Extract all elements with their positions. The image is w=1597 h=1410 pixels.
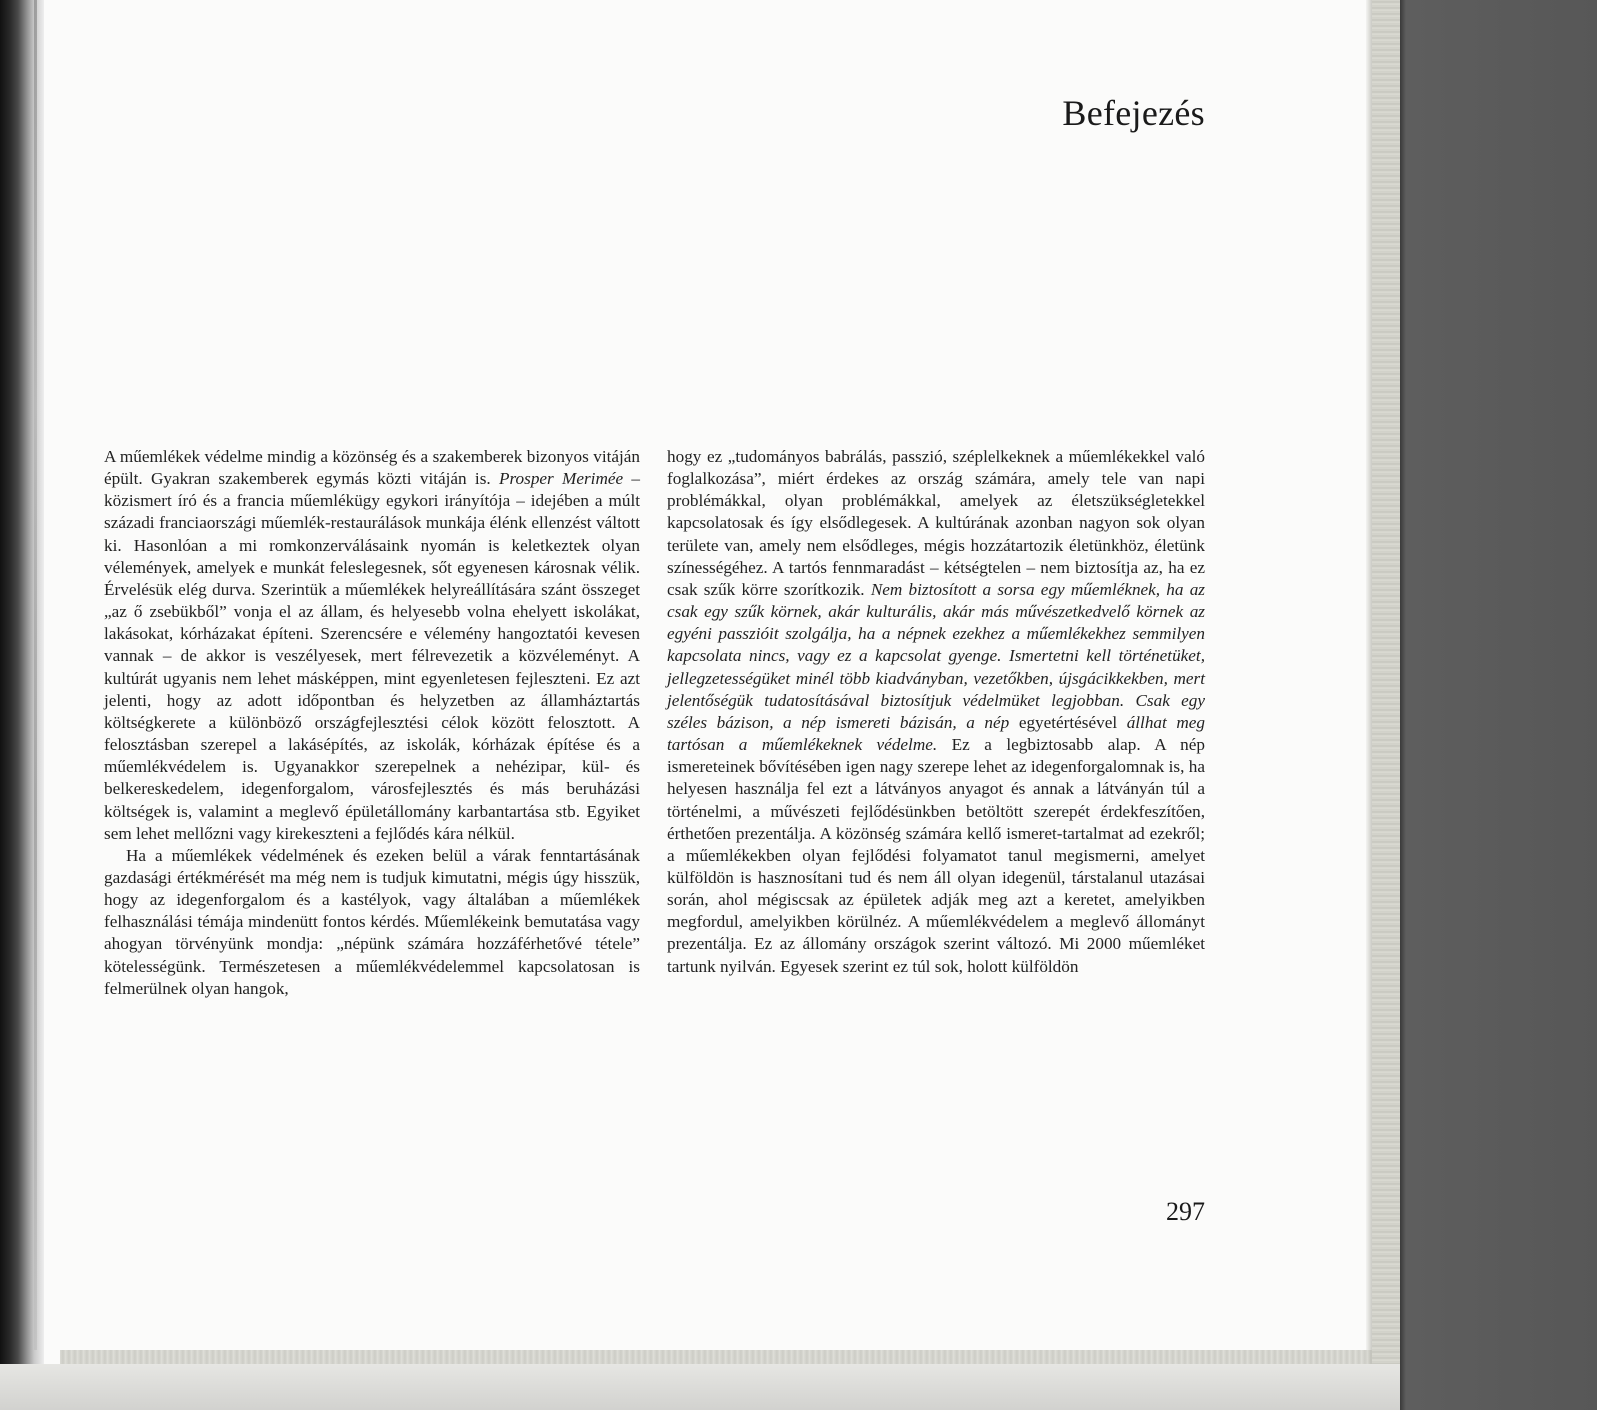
right-paragraph-1 xyxy=(667,446,1205,978)
bottom-page-edges xyxy=(60,1350,1372,1364)
text-run: hogy ez „tudományos babrálás, passzió, széplelkeknek a műemlékekkel való foglalkozása”, miért érdekes az ország számára, amely tele van napi problémákkal, olyan problémákkal, amelyek az életszükségletekkel kapcsolatosak és így elsődlegesek. A kultúrának azonban nagyon sok olyan területe van, amely nem elsődleges, mégis hozzátartozik életünkhöz, életünk színességéhez. A tartós fennmaradást – kétségtelen – nem biztosítja az, ha ez csak szűk körre szorítkozik. xyxy=(667,447,1205,599)
chapter-title: Befejezés xyxy=(1062,93,1205,133)
left-paragraph-1 xyxy=(104,446,640,845)
scanner-bottom xyxy=(0,1364,1400,1410)
right-text-column xyxy=(667,446,1205,978)
left-text-column xyxy=(104,446,640,1000)
scanner-background xyxy=(1400,0,1597,1410)
book-page-edges xyxy=(1372,0,1400,1410)
text-run: Ez a legbiztosabb alap. A nép ismereteinek bővítésében igen nagy szerepe lehet az idegenforgalomnak is, ha helyesen használja fel ezt a látványos anyagot és annak a látványán túl a történelmi, a művészeti fejlődésünkben betöltött szerepét érdekfeszítően, érthetően prezentálja. A közönség számára kellő ismeret-tartalmat ad ezekről; a műemlékekben olyan fejlődési folyamatot tanul megismerni, amelyet külföldön is hasznosítani tud és nem áll olyan idegenül, társtalanul utazásai során, ahol mégiscsak az épületek adják meg azt a keretet, amelyikben megfordul, amelyikben körülnéz. A műemlékvédelem a meglevő állományt prezentálja. Ez az állomány országok szerint változó. Mi 2000 műemléket tartunk nyilván. Egyesek szerint ez túl sok, holott külföldön xyxy=(667,735,1205,976)
book-binding-shadow xyxy=(0,0,44,1410)
page-number: 297 xyxy=(1166,1197,1205,1226)
text-run: A műemlékek védelme mindig a közönség és a szakemberek bizonyos vitáján épült. Gyakran szakemberek egymás közti vitáján is. xyxy=(104,447,640,489)
text-run: egyetértésével xyxy=(1009,712,1127,732)
binding-crease xyxy=(34,0,37,1350)
author-name: Prosper Merimée xyxy=(499,469,624,489)
emphasized-text: Nem biztosított a sorsa egy műemléknek, ha az csak egy szűk körnek, akár kulturális, akár más művészetkedvelő körnek az egyéni passzióit szolgálja, ha a népnek ezekhez a műemlékekhez semmilyen kapcsolata nincs, vagy ez a kapcsolat gyenge. Ismertetni kell történetüket, jellegzetességüket minél több kiadványban, vezetőkben, újsgácikkekben, mert jelentőségük tudatosításával biztosítjuk védelmüket legjobban. Csak egy széles bázison, a nép ismereti bázisán, a nép xyxy=(667,579,1205,732)
emphasized-text: állhat meg tartósan a műemlékeknek védelme. xyxy=(667,712,1205,755)
left-paragraph-2: Ha a műemlékek védelmének és ezeken belül a várak fenntartásának gazdasági értékmérését ma még nem is tudjuk kimutatni, mégis úgy hisszük, hogy az idegenforgalom és a kastélyok, vagy általában a műemlékek felhasználási témája mindenütt fontos kérdés. Műemlékeink bemutatása vagy ahogyan törvényünk mondja: „népünk számára hozzáférhetővé tétele” kötelességünk. Természetesen a műemlékvédelemmel kapcsolatosan is felmerülnek olyan hangok, xyxy=(104,845,640,998)
text-run: – közismert író és a francia műemlékügy egykori irányítója – idejében a múlt századi franciaországi műemlék-restaurálások munkája élénk ellenzést váltott ki. Hasonlóan a mi romkonzerválásaink nyomán is keletkeztek olyan vélemények, amelyek e munkát feleslegesnek, sőt egyenesen károsnak vélik. Érvelésük elég durva. Szerintük a műemlékek helyreállítására szánt összeget „az ő zsebükből” vonja el az állam, és helyesebb volna ehelyett iskolákat, lakásokat, kórházakat építeni. Szerencsére e vélemény hangoztatói kevesen vannak – de akkor is veszélyesek, mert félrevezetik a közvéleményt. A kultúrát ugyanis nem lehet másképpen, mint egyenletesen fejleszteni. Ez azt jelenti, hogy az adott időpontban és helyzetben az államháztartás költségkerete a különböző országfejlesztési célok között felosztott. A felosztásban szerepel a lakásépítés, az iskolák, kórházak építése és a műemlékvédelem is. Ugyanakkor szerepelnek a nehézipar, kül- és belkereskedelem, idegenforgalom, városfejlesztés és más beruházási költségek is, valamint a meglevő épületállomány karbantartása stb. Egyiket sem lehet mellőzni vagy kirekeszteni a fejlődés kára nélkül. xyxy=(104,469,641,843)
